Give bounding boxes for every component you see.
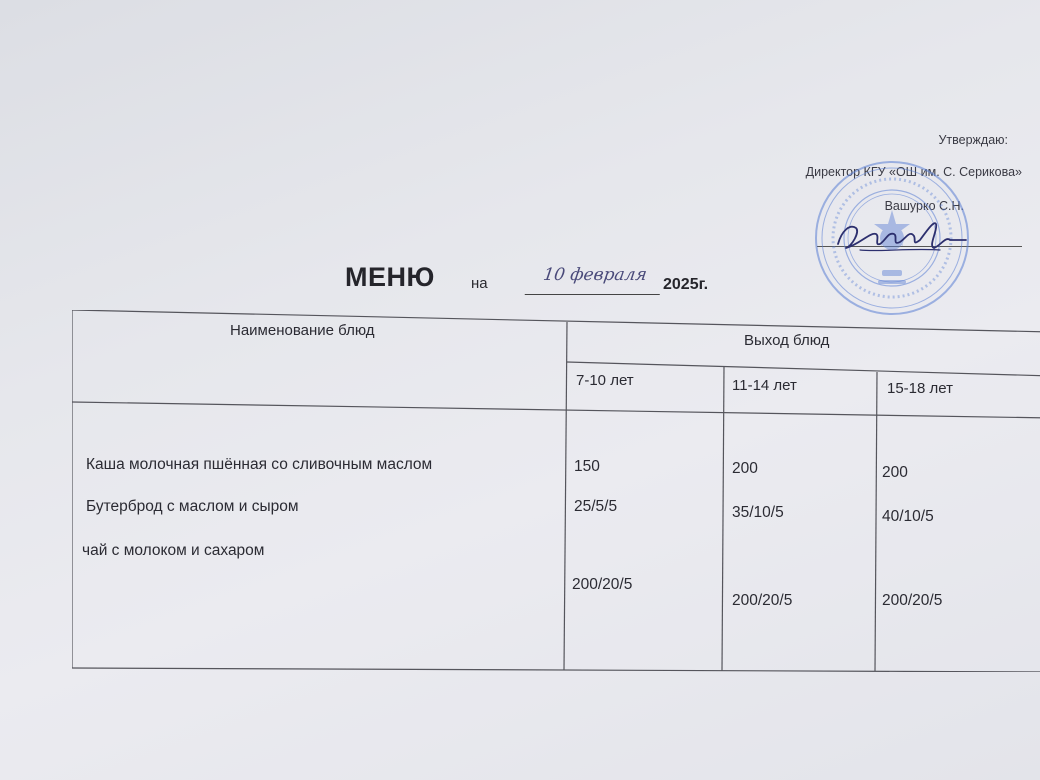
- table-grid: [72, 310, 1040, 672]
- portion-cell: 200/20/5: [882, 592, 943, 609]
- age-group-11-14: 11-14 лет: [732, 377, 797, 394]
- header-output: Выход блюд: [744, 332, 830, 349]
- age-group-15-18: 15-18 лет: [887, 380, 953, 397]
- handwritten-date: 10 февраля: [525, 262, 665, 295]
- portion-cell: 25/5/5: [574, 498, 618, 515]
- header-dish-name: Наименование блюд: [230, 322, 375, 339]
- portion-cell: 200: [882, 464, 908, 481]
- approval-heading: Утверждаю:: [938, 133, 1008, 147]
- age-group-7-10: 7-10 лет: [576, 372, 634, 389]
- dish-name-sandwich: Бутерброд с маслом и сыром: [86, 498, 299, 515]
- title-main: МЕНЮ: [345, 262, 435, 292]
- dish-name-tea: чай с молоком и сахаром: [82, 542, 265, 559]
- approval-director: Директор КГУ «ОШ им. С. Серикова»: [805, 165, 1022, 179]
- portion-cell: 40/10/5: [882, 508, 934, 525]
- portion-cell: 200: [732, 460, 758, 477]
- portion-cell: 200/20/5: [572, 576, 633, 593]
- title-year: 2025г.: [663, 276, 709, 293]
- portion-cell: 35/10/5: [732, 504, 784, 521]
- portion-cell: 150: [574, 458, 600, 475]
- portion-cell: 200/20/5: [732, 592, 793, 609]
- title-preposition: на: [471, 275, 488, 292]
- dish-name-porridge: Каша молочная пшённая со сливочным маслом: [86, 456, 433, 473]
- approval-name: Вашурко С.Н.: [884, 199, 964, 213]
- director-signature: [830, 210, 970, 260]
- menu-table: [72, 310, 1040, 672]
